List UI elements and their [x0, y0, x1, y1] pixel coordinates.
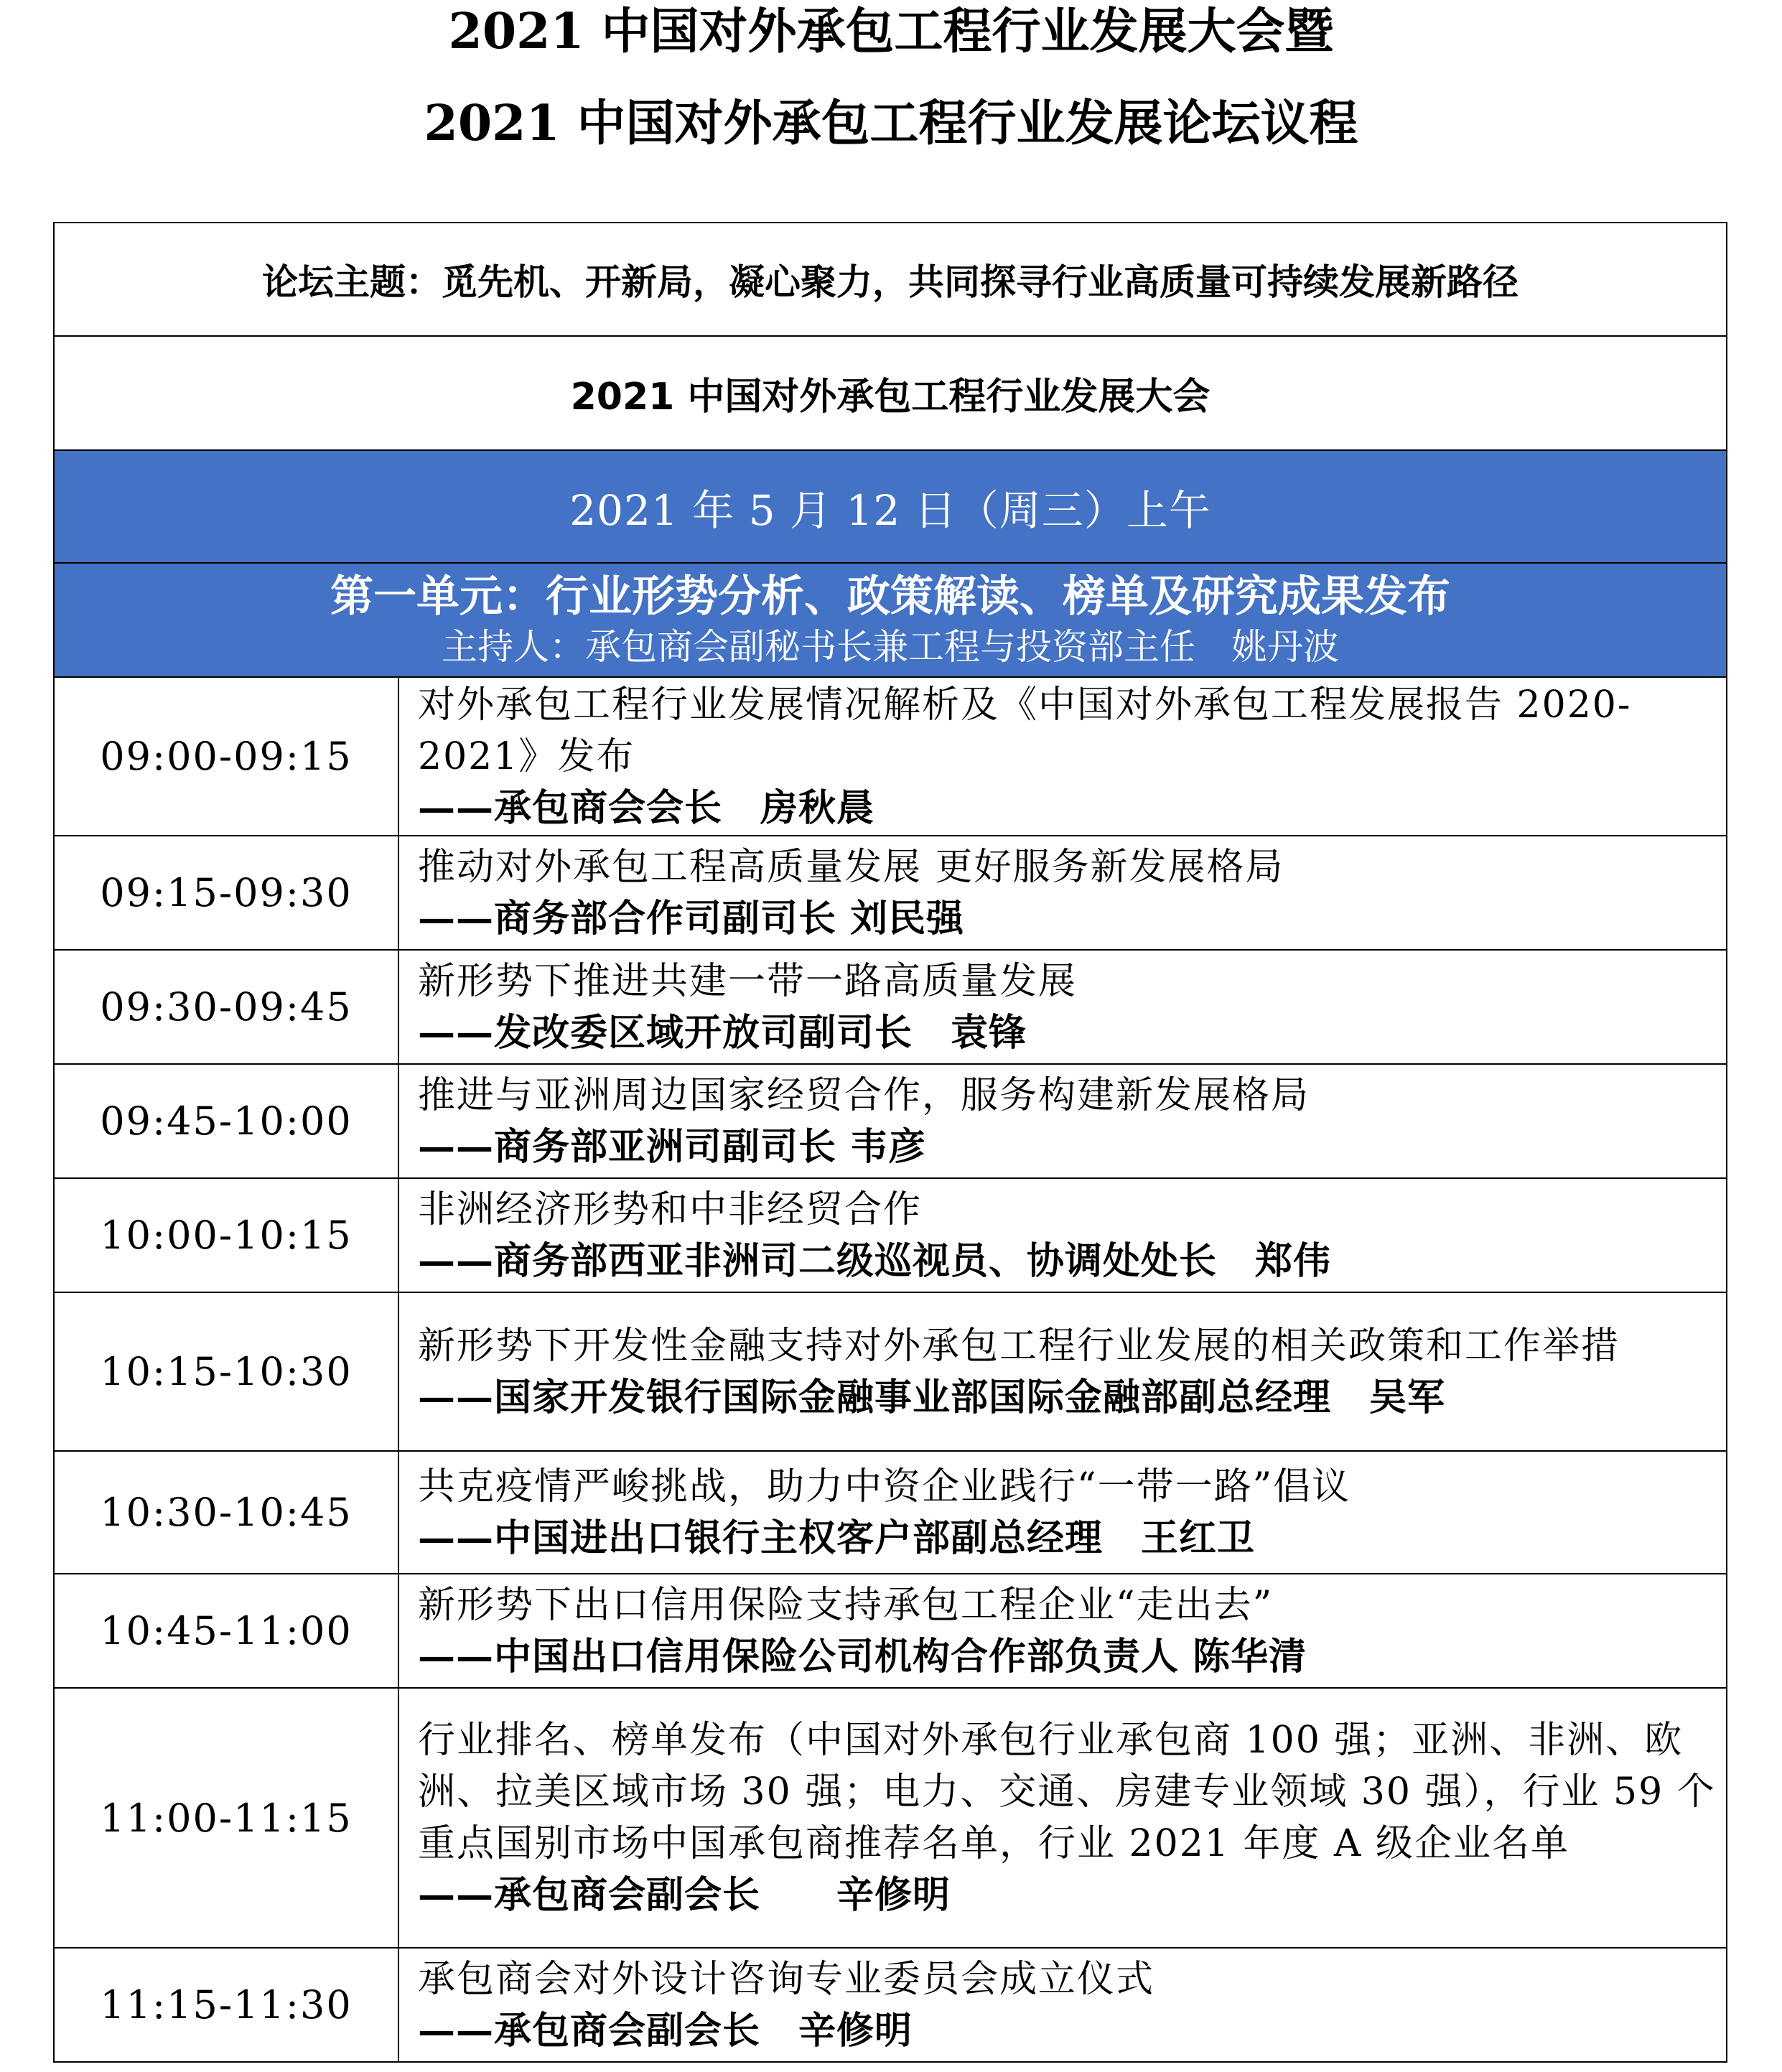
time-slot: 09:00-09:15 — [54, 677, 398, 836]
table-row — [54, 1178, 1727, 1292]
time-slot: 11:00-11:15 — [54, 1688, 398, 1948]
date-band: 2021 年 5 月 12 日（周三）上午 — [54, 450, 1727, 563]
unit-band — [54, 563, 1727, 677]
agenda-speaker: ——商务部亚洲司副司长 韦彦 — [418, 1124, 927, 1169]
agenda-topic: 推动对外承包工程高质量发展 更好服务新发展格局 — [418, 845, 1284, 889]
agenda-speaker: ——承包商会会长 房秋晨 — [418, 785, 875, 830]
agenda-item — [398, 836, 1727, 950]
table-row — [54, 1064, 1727, 1178]
time-slot: 10:45-11:00 — [54, 1574, 398, 1688]
agenda-item — [398, 1688, 1727, 1948]
agenda-speaker: ——中国出口信用保险公司机构合作部负责人 陈华清 — [418, 1634, 1307, 1679]
agenda-topic: 新形势下推进共建一带一路高质量发展 — [418, 959, 1078, 1003]
agenda-speaker: ——国家开发银行国际金融事业部国际金融部副总经理 吴军 — [418, 1375, 1446, 1419]
time-slot: 10:15-10:30 — [54, 1292, 398, 1451]
table-row — [54, 1574, 1727, 1688]
forum-theme: 论坛主题：觅先机、开新局，凝心聚力，共同探寻行业高质量可持续发展新路径 — [54, 223, 1727, 336]
agenda-item — [398, 1292, 1727, 1451]
time-slot: 09:45-10:00 — [54, 1064, 398, 1178]
time-slot: 09:30-09:45 — [54, 950, 398, 1064]
table-row — [54, 836, 1727, 950]
agenda-topic: 共克疫情严峻挑战，助力中资企业践行“一带一路”倡议 — [418, 1465, 1351, 1508]
page-title-line-1: 2021 中国对外承包工程行业发展大会暨 — [448, 3, 1334, 60]
time-slot: 10:30-10:45 — [54, 1451, 398, 1574]
page-title-line-2: 2021 中国对外承包工程行业发展论坛议程 — [424, 95, 1358, 152]
agenda-item — [398, 1451, 1727, 1574]
table-row — [54, 1292, 1727, 1451]
agenda-item — [398, 1064, 1727, 1178]
table-row — [54, 1948, 1727, 2062]
agenda-speaker: ——中国进出口银行主权客户部副总经理 王红卫 — [418, 1516, 1256, 1560]
table-row — [54, 1451, 1727, 1574]
time-slot: 09:15-09:30 — [54, 836, 398, 950]
meeting-title: 2021 中国对外承包工程行业发展大会 — [54, 336, 1727, 450]
table-row — [54, 1688, 1727, 1948]
agenda-speaker: ——商务部合作司副司长 刘民强 — [418, 896, 965, 941]
agenda-topic: 行业排名、榜单发布（中国对外承包行业承包商 100 强；亚洲、非洲、欧洲、拉美区域市场 30 强；电力、交通、房建专业领域 30 强），行业 59 个重点国别市场中国承包商推荐名单，行业 2021 年度 A 级企业名单 — [418, 1719, 1716, 1865]
agenda-topic: 对外承包工程行业发展情况解析及《中国对外承包工程发展报告 2020-2021》发布 — [418, 683, 1632, 778]
agenda-table — [53, 222, 1727, 2063]
agenda-topic: 新形势下出口信用保险支持承包工程企业“走出去” — [418, 1583, 1274, 1627]
agenda-topic: 非洲经济形势和中非经贸合作 — [418, 1187, 923, 1231]
agenda-speaker: ——商务部西亚非洲司二级巡视员、协调处处长 郑伟 — [418, 1238, 1332, 1283]
unit-title: 第一单元：行业形势分析、政策解读、榜单及研究成果发布 — [330, 571, 1450, 622]
time-slot: 11:15-11:30 — [54, 1948, 398, 2062]
agenda-item — [398, 1574, 1727, 1688]
agenda-topic: 承包商会对外设计咨询专业委员会成立仪式 — [418, 1957, 1155, 2001]
agenda-item — [398, 677, 1727, 836]
agenda-topic: 新形势下开发性金融支持对外承包工程行业发展的相关政策和工作举措 — [418, 1324, 1620, 1368]
time-slot: 10:00-10:15 — [54, 1178, 398, 1292]
agenda-item — [398, 1948, 1727, 2062]
agenda-topic: 推进与亚洲周边国家经贸合作，服务构建新发展格局 — [418, 1073, 1310, 1117]
agenda-item — [398, 950, 1727, 1064]
table-row — [54, 950, 1727, 1064]
unit-host: 主持人：承包商会副秘书长兼工程与投资部主任 姚丹波 — [442, 625, 1339, 668]
agenda-speaker: ——承包商会副会长 辛修明 — [418, 2008, 913, 2053]
agenda-speaker: ——发改委区域开放司副司长 袁锋 — [418, 1010, 1027, 1055]
agenda-speaker: ——承包商会副会长 辛修明 — [418, 1873, 951, 1917]
agenda-item — [398, 1178, 1727, 1292]
table-row — [54, 677, 1727, 836]
